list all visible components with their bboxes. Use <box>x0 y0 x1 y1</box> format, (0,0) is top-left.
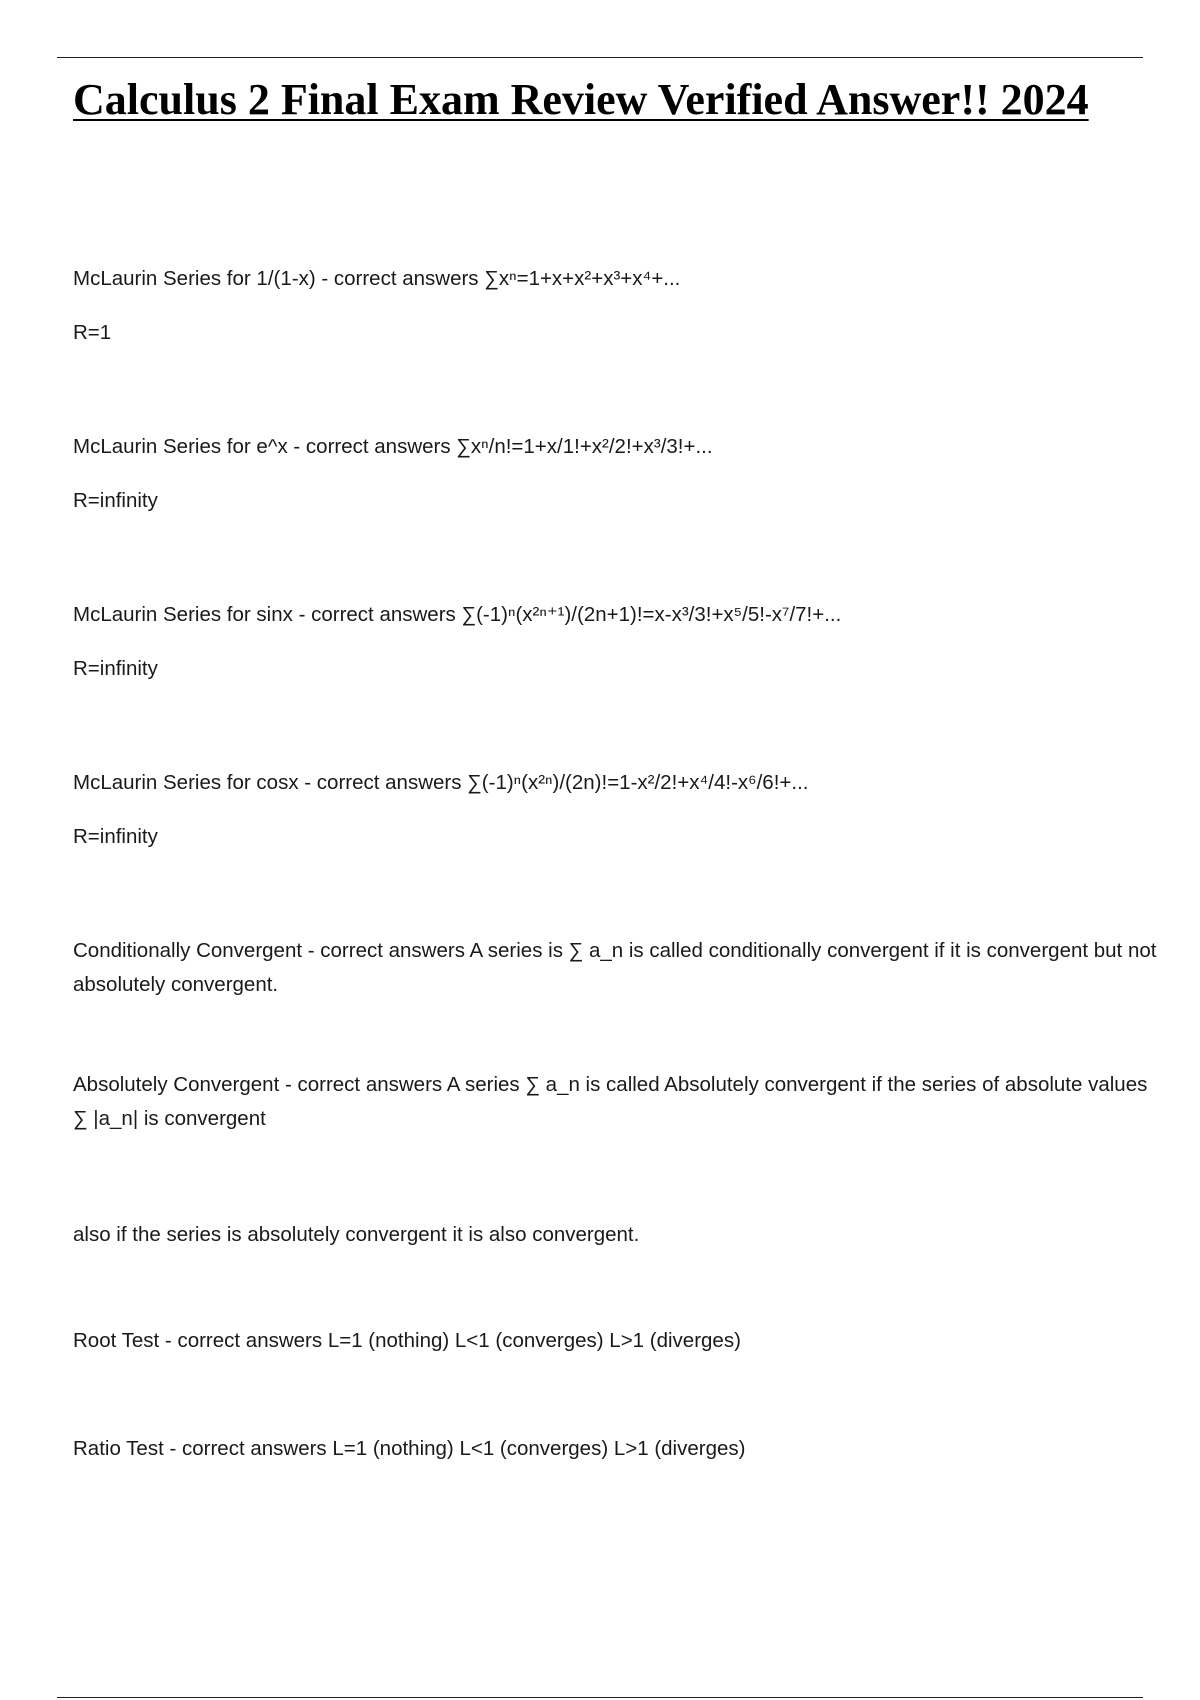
paragraph-mclaurin-sin: McLaurin Series for sinx - correct answers ∑(-1)ⁿ(x²ⁿ⁺¹)/(2n+1)!=x-x³/3!+x⁵/5!-x⁷/7!+... <box>73 603 842 626</box>
paragraph-radius-sin: R=infinity <box>73 657 158 680</box>
paragraph-absolutely-convergent: Absolutely Convergent - correct answers A series ∑ a_n is called Absolutely convergent if the series of absolute values ∑ |a_n| is convergent <box>73 1073 1154 1130</box>
paragraph-radius-geometric: R=1 <box>73 321 112 344</box>
page-title <box>73 72 1133 128</box>
paragraph-conditionally-convergent: Conditionally Convergent - correct answers A series is ∑ a_n is called conditionally convergent if it is convergent but not absolutely convergent. <box>73 939 1163 996</box>
paragraph-mclaurin-exp: McLaurin Series for e^x - correct answers ∑xⁿ/n!=1+x/1!+x²/2!+x³/3!+... <box>73 435 713 458</box>
paragraph-mclaurin-cos: McLaurin Series for cosx - correct answers ∑(-1)ⁿ(x²ⁿ)/(2n)!=1-x²/2!+x⁴/4!-x⁶/6!+... <box>73 771 809 794</box>
paragraph-root-test: Root Test - correct answers L=1 (nothing) L<1 (converges) L>1 (diverges) <box>73 1329 741 1352</box>
paragraph-absolute-implies-convergent: also if the series is absolutely convergent it is also convergent. <box>73 1223 640 1246</box>
paragraph-mclaurin-geometric: McLaurin Series for 1/(1-x) - correct answers ∑xⁿ=1+x+x²+x³+x⁴+... <box>73 267 681 290</box>
bottom-divider <box>57 1697 1143 1698</box>
top-divider <box>57 57 1143 58</box>
page-title-text: Calculus 2 Final Exam Review Verified Answer!! 2024 <box>73 75 1089 124</box>
paragraph-radius-exp: R=infinity <box>73 489 158 512</box>
paragraph-radius-cos: R=infinity <box>73 825 158 848</box>
document-body <box>73 262 1163 1466</box>
paragraph-ratio-test: Ratio Test - correct answers L=1 (nothing) L<1 (converges) L>1 (diverges) <box>73 1437 746 1460</box>
